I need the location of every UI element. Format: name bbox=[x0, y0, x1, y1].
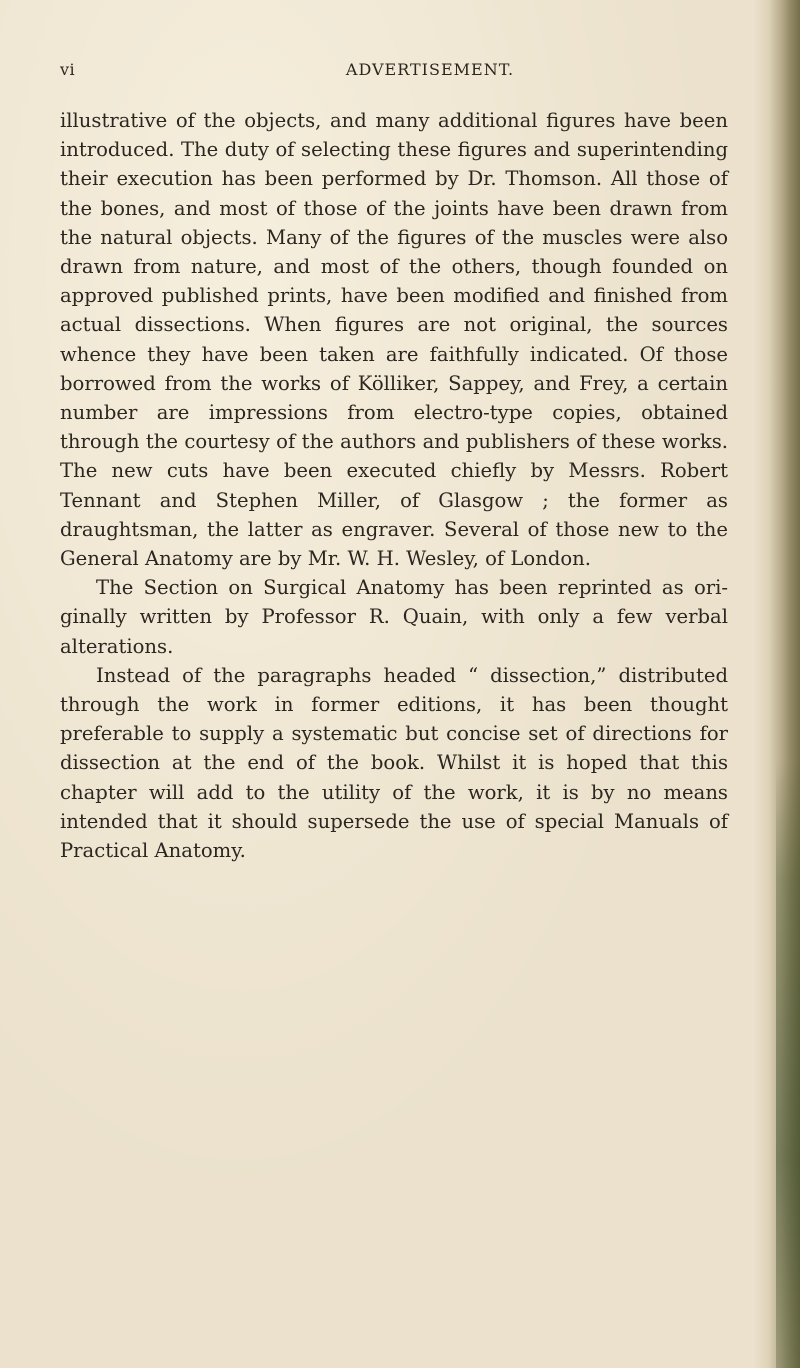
body-text bbox=[60, 106, 728, 865]
running-header bbox=[60, 60, 720, 86]
paragraph-continuation: illustrative of the objects, and many additional figures have been introduced. The duty of selecting these figures and superintending their execution has been performed by Dr. Thomson. All those of the bones, and most of those of the joints have been drawn from the natural objects. Many of the figures of the muscles were also drawn from nature, and most of the others, though founded on approved published prints, have been modified and finished from actual dissections. When figures are not original, the sources whence they have been taken are faithfully indicated. Of those borrowed from the works of Kölliker, Sappey, and Frey, a certain number are impressions from electro-type copies, obtained through the courtesy of the authors and publishers of these works. The new cuts have been executed chiefly by Messrs. Robert Tennant and Stephen Miller, of Glasgow ; the former as draughtsman, the latter as engraver. Several of those new to the General Anatomy are by Mr. W. H. Wesley, of London. bbox=[60, 109, 728, 571]
page-edge-stain bbox=[776, 760, 800, 1368]
page-number: vi bbox=[60, 60, 76, 79]
paragraph-surgical-anatomy: The Section on Surgical Anatomy has been reprinted as ori- ginally written by Professor R. Quain, with only a few verbal alterations. bbox=[60, 576, 728, 658]
paragraph-dissection-directions: Instead of the paragraphs headed “ dissection,” distributed through the work in former editions, it has been thought preferable to supply a systematic but concise set of directions for dissection at the end of the book. Whilst it is hoped that this chapter will add to the utility of the work, it is by no means intended that it should supersede the use of special Manuals of Practical Anatomy. bbox=[60, 663, 728, 863]
running-title: ADVERTISEMENT. bbox=[345, 60, 515, 79]
